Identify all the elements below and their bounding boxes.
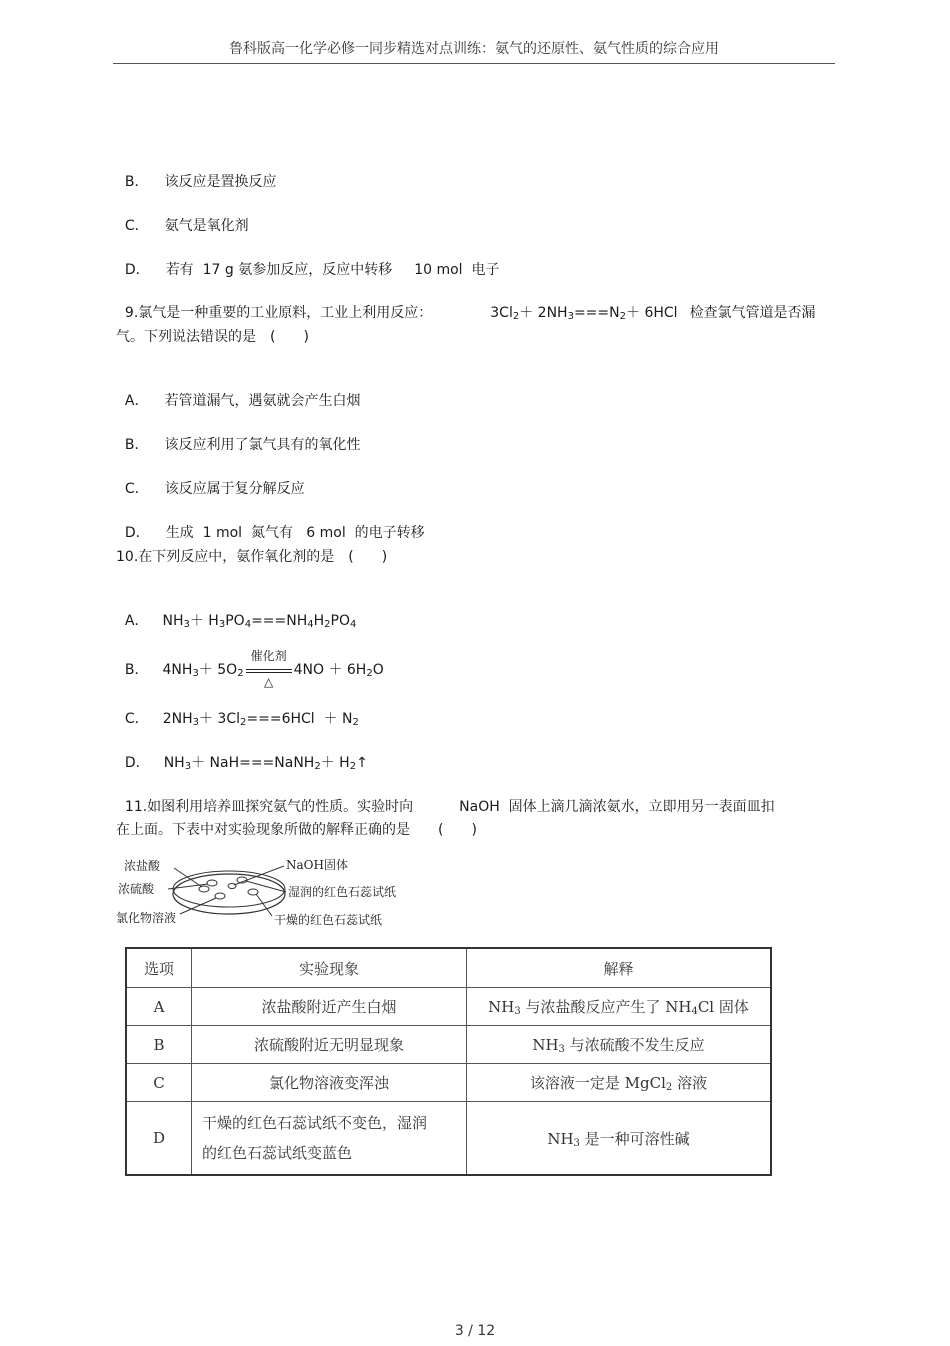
row-phenomenon: 浓盐酸附近产生白烟 <box>192 988 467 1026</box>
q9-option-b <box>116 415 361 455</box>
q11-stem-line1 <box>116 777 775 817</box>
header-explanation: 解释 <box>467 948 772 988</box>
dish-inner-rim <box>173 871 285 907</box>
q9-option-c <box>116 459 305 499</box>
row-explanation: $NH_3$ 与浓硫酸不发生反应 <box>467 1026 772 1064</box>
row-option: C <box>126 1064 192 1102</box>
header-rule <box>113 63 835 64</box>
drop-chloride <box>215 893 225 899</box>
page-header: 鲁科版高一化学必修一同步精选对点训练：氨气的还原性、氨气性质的综合应用 <box>229 41 719 57</box>
option-text: 氨气是氧化剂 <box>164 218 249 234</box>
table-row <box>126 1064 771 1102</box>
row-option: A <box>126 988 192 1026</box>
q9-equation: $3Cl_2+ 2NH_3===N_2+ 6HCl$ <box>490 305 678 322</box>
option-equation: $NH_3+ H_3PO_4===NH_4H_2PO_4$ <box>162 613 357 630</box>
q8-option-b <box>116 152 277 192</box>
header-option: 选项 <box>126 948 192 988</box>
label-wet-litmus: 湿润的红色石蕊试纸 <box>288 885 397 899</box>
q9-stem-line1 <box>116 283 816 323</box>
option-text: 若有 17 g 氨参加反应，反应中转移 <box>165 262 393 278</box>
option-letter: B． <box>124 662 149 678</box>
option-letter: C． <box>124 218 149 234</box>
drop-hcl <box>199 886 209 892</box>
table-header-row <box>126 948 771 988</box>
q9-option-a <box>116 371 360 411</box>
option-letter: C． <box>124 711 149 727</box>
q8-option-c <box>116 196 249 236</box>
dish-outer-rim <box>173 874 285 914</box>
label-naoh-solid: NaOH固体 <box>286 858 348 872</box>
option-equation: $4NH_3+ 5O_2$ $\frac{\text{催化剂}}{\triangle}$ $4NO + 6H_2O$ <box>162 649 384 689</box>
reaction-condition-arrow: $\frac{\text{催化剂}}{\triangle}$ <box>244 660 294 680</box>
option-letter: D． <box>124 525 150 541</box>
row-option: B <box>126 1026 192 1064</box>
question-stem: 11.如图利用培养皿探究氨气的性质。实验时向 <box>124 799 414 815</box>
option-letter: B． <box>124 437 149 453</box>
table-row <box>126 988 771 1026</box>
question-stem-tail: 检查氯气管道是否漏 <box>689 305 816 321</box>
row-phenomenon: 浓硫酸附近无明显现象 <box>192 1026 467 1064</box>
q10-option-b <box>116 640 384 689</box>
option-text: 该反应是置换反应 <box>164 174 277 190</box>
leader-line <box>256 894 272 916</box>
petri-dish-diagram <box>116 856 406 932</box>
option-equation: $2NH_3+ 3Cl_2===6HCl + N_2$ <box>162 711 359 728</box>
answer-table <box>125 947 772 1176</box>
drop-h2so4 <box>207 880 217 886</box>
option-text: 该反应利用了氯气具有的氧化性 <box>164 437 361 453</box>
option-letter: D． <box>124 262 150 278</box>
option-letter: A． <box>124 613 149 629</box>
option-text: 若管道漏气，遇氨就会产生白烟 <box>164 393 361 409</box>
label-conc-h2so4: 浓硫酸 <box>118 882 155 896</box>
q10-option-c <box>116 689 359 729</box>
phenomenon-line-1: 干燥的红色石蕊试纸不变色，湿润 <box>202 1114 428 1132</box>
leader-line <box>246 881 286 892</box>
q10-stem: 10.在下列反应中，氨作氧化剂的是 ( ) <box>116 549 388 565</box>
label-chloride-solution: 氯化物溶液 <box>116 911 177 925</box>
row-option: D <box>126 1102 192 1176</box>
question-stem-tail: NaOH 固体上滴几滴浓氨水，立即用另一表面皿扣 <box>459 799 775 815</box>
row-explanation: $NH_3$ 与浓盐酸反应产生了 $NH_4Cl$ 固体 <box>467 988 772 1026</box>
table-row <box>126 1102 771 1176</box>
q9-option-d <box>116 503 425 543</box>
table-row <box>126 1026 771 1064</box>
option-letter: A． <box>124 393 149 409</box>
row-phenomenon: 氯化物溶液变浑浊 <box>192 1064 467 1102</box>
option-letter: C． <box>124 481 149 497</box>
phenomenon-line-2: 的红色石蕊试纸变蓝色 <box>202 1144 353 1162</box>
q8-option-d <box>116 240 499 280</box>
leader-line <box>234 866 284 885</box>
label-conc-hcl: 浓盐酸 <box>124 859 161 873</box>
row-explanation: 该溶液一定是 MgCl$_2$ 溶液 <box>467 1064 772 1102</box>
option-letter: D． <box>124 755 150 771</box>
option-text: 该反应属于复分解反应 <box>164 481 305 497</box>
option-equation: $NH_3+$ NaH===NaNH$_2$＋ $H_2↑$ <box>163 755 368 772</box>
q10-option-a <box>116 591 356 631</box>
row-explanation: $NH_3$ 是一种可溶性碱 <box>467 1102 772 1176</box>
q9-stem-line2: 气。下列说法错误的是 ( ) <box>116 329 309 345</box>
q11-stem-line2: 在上面。下表中对实验现象所做的解释正确的是 ( ) <box>116 822 477 838</box>
option-text-tail: 10 mol 电子 <box>414 262 500 278</box>
label-dry-litmus: 干燥的红色石蕊试纸 <box>274 913 383 927</box>
q10-option-d <box>116 733 368 773</box>
option-text: 生成 1 mol 氮气有 6 mol 的电子转移 <box>165 525 425 541</box>
page-number: 3 / 12 <box>454 1323 496 1339</box>
header-phenomenon: 实验现象 <box>192 948 467 988</box>
option-letter: B． <box>124 174 149 190</box>
row-phenomenon <box>192 1102 467 1176</box>
question-stem: 9.氯气是一种重要的工业原料，工业上利用反应： <box>124 305 433 321</box>
